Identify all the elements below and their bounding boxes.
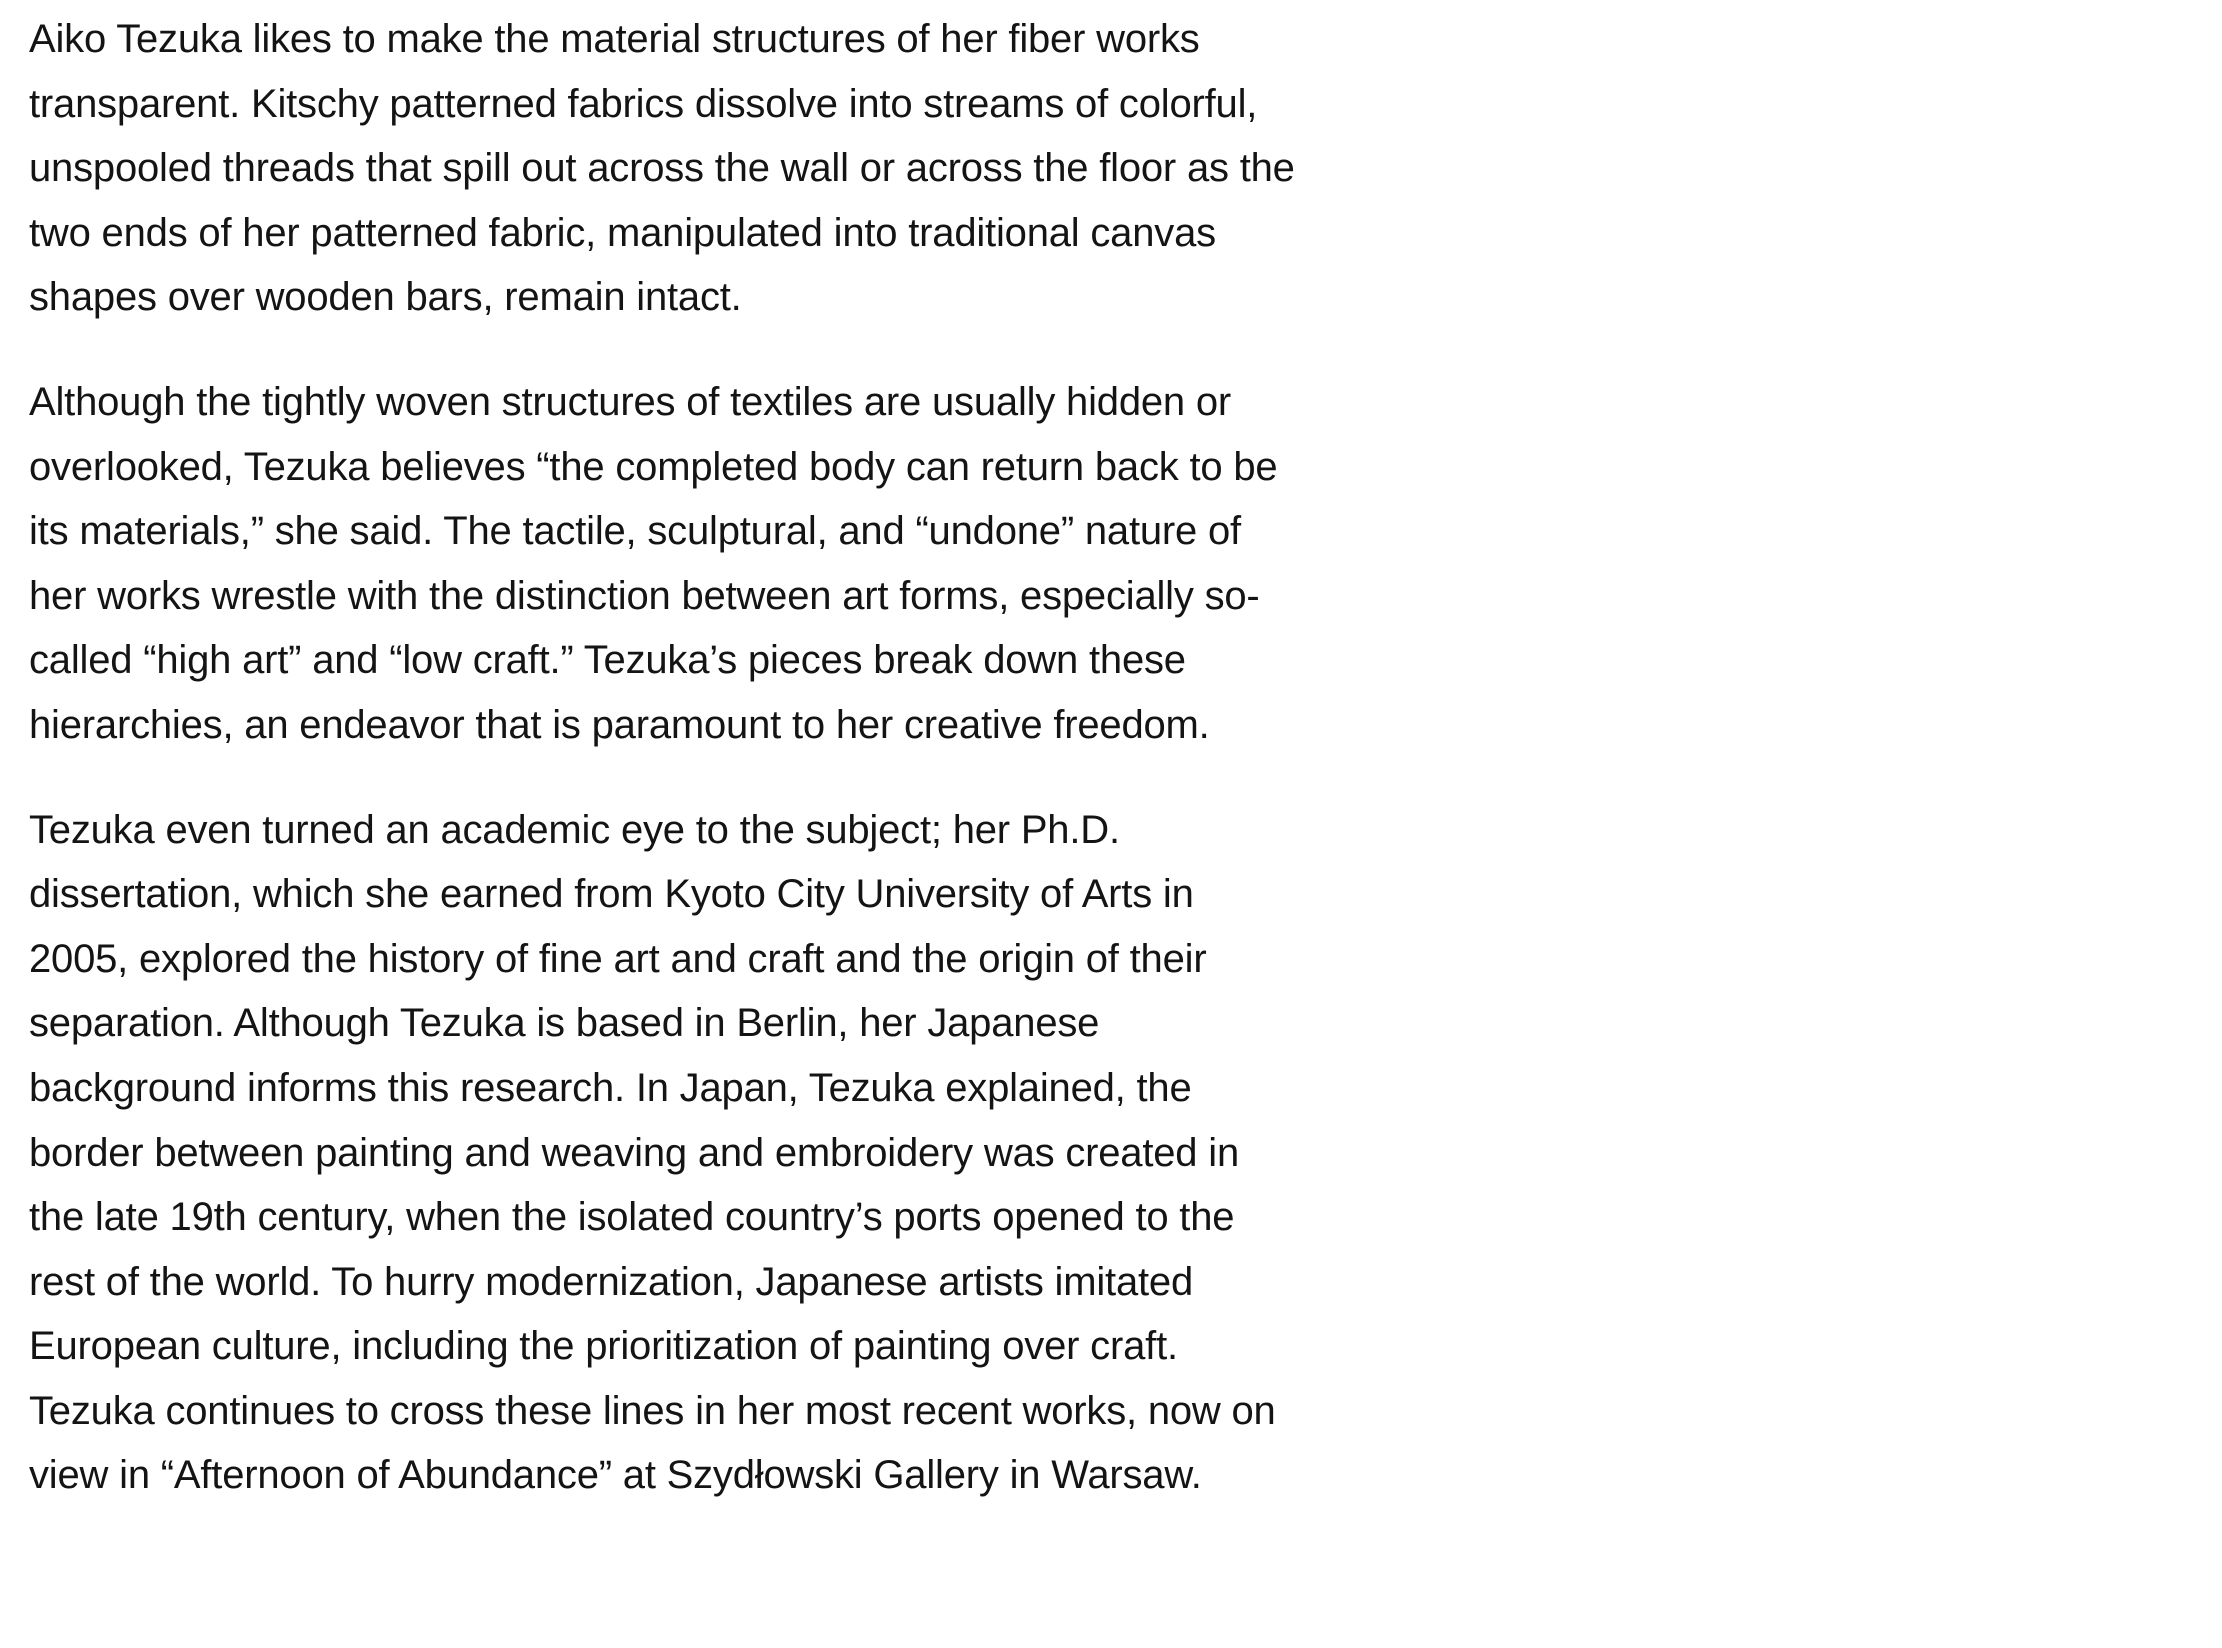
article-paragraph: Although the tightly woven structures of textiles are usually hidden or overlooked, Tezuka believes “the completed body can return back to be its materials,” she said. The tactile, sculptural, and “undone” nature of her works wrestle with the distinction between art forms, especially so-called “high art” and “low craft.” Tezuka’s pieces break down these hierarchies, an endeavor that is paramount to her creative freedom.: [29, 379, 1278, 747]
article-paragraph: Tezuka even turned an academic eye to the subject; her Ph.D. dissertation, which she earned from Kyoto City University of Arts in 2005, explored the history of fine art and craft and the origin of their separation. Although Tezuka is based in Berlin, her Japanese background informs this research. In Japan, Tezuka explained, the border between painting and weaving and embroidery was created in the late 19th century, when the isolated country’s ports opened to the rest of the world. To hurry modernization, Japanese artists imitated European culture, including the prioritization of painting over craft. Tezuka continues to cross these lines in her most recent works, now on view in “Afternoon of Abundance” at Szydłowski Gallery in Warsaw.: [29, 807, 1276, 1498]
article-body: [29, 0, 1299, 1548]
article-paragraph: Aiko Tezuka likes to make the material structures of her fiber works transparent. Kitschy patterned fabrics dissolve into streams of colorful, unspooled threads that spill out across the wall or across the floor as the two ends of her patterned fabric, manipulated into traditional canvas shapes over wooden bars, remain intact.: [29, 17, 1295, 320]
